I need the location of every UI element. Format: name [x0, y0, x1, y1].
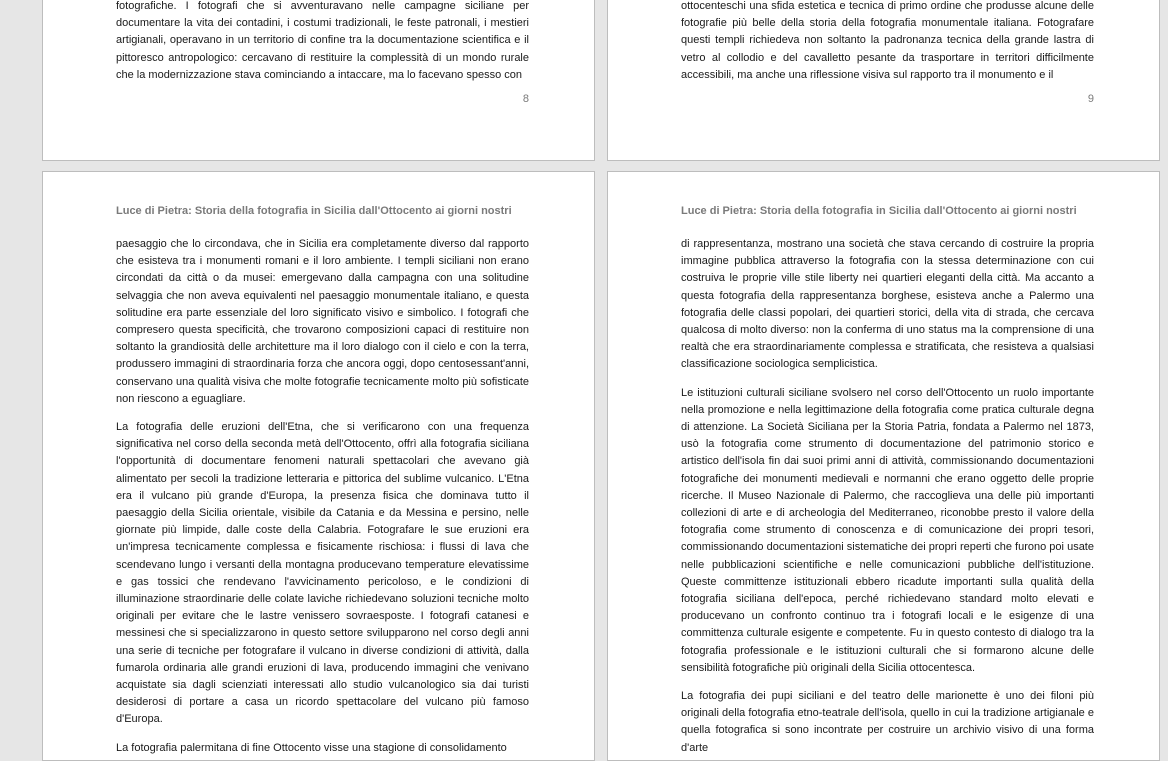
page-8-body	[116, 0, 529, 95]
paragraph: La fotografia delle eruzioni dell'Etna, che si verificarono con una frequenza significativa nel corso della seconda metà dell'Ottocento, offrì alla fotografia siciliana l'opportunità di documentare fenomeni naturali spettacolari che avevano già alimentato per secoli la tradizione letteraria e pittorica del sublime vulcanico. L'Etna era il vulcano più grande d'Europa, la presenza fisica che dominava tutto il paesaggio della Sicilia orientale, visibile da Catania e da Messina e persino, nelle giornate più limpide, dalle coste della Calabria. Fotografare le sue eruzioni era un'impresa tecnicamente complessa e fisicamente rischiosa: i flussi di lava che scendevano lungo i versanti della montagna producevano temperature elevatissime e gas tossici che rendevano l'avvicinamento pericoloso, e le condizioni di illuminazione straordinarie delle colate laviche richiedevano soluzioni tecniche molto originali per evitare che le lastre venissero sovraesposte. I fotografi catanesi e messinesi che si specializzarono in questo settore svilupparono nel corso degli anni una serie di tecniche per fotografare il vulcano in diverse condizioni di attività, dalla fumarola ordinaria alle grandi eruzioni di lava, producendo immagini che venivano acquistate sia dagli scienziati interessati allo studio vulcanologico sia dai turisti desiderosi di portare a casa un ricordo spettacolare del vulcano più famoso d'Europa.	[116, 421, 529, 726]
running-header: Luce di Pietra: Storia della fotografia in Sicilia dall'Ottocento ai giorni nostri	[116, 205, 512, 217]
page-11-body	[681, 236, 1094, 761]
document-page-11	[607, 171, 1160, 761]
page-number: 8	[522, 93, 529, 105]
paragraph: La fotografia palermitana di fine Ottocento visse una stagione di consolidamento	[116, 741, 507, 754]
document-page-9	[607, 0, 1160, 161]
paragraph: di rappresentanza, mostrano una società che stava cercando di costruire la propria immagine pubblica attraverso la fotografia con la stessa determinazione con cui costruiva le proprie ville stile liberty nei quartieri eleganti della città. Ma accanto a questa fotografia della rappresentanza borghese, esisteva anche a Palermo una fotografia delle classi popolari, dei quartieri storici, della vita di strada, che cercava qualcosa di molto diverso: non la conferma di uno status ma la comprensione di una realtà che era straordinariamente complessa e stratificata, che resisteva a qualsiasi classificazione sociologica semplicistica.	[681, 238, 1094, 371]
page-number: 9	[1087, 93, 1094, 105]
paragraph: ottocenteschi una sfida estetica e tecnica di primo ordine che produsse alcune delle fotografie più belle della storia della fotografia monumentale italiana. Fotografare questi templi richiedeva non soltanto la padronanza tecnica della grande lastra di vetro al collodio e del cavalletto pesante da trasportare in territori difficilmente accessibili, ma anche una riflessione visiva sul rapporto tra il monumento e il	[681, 0, 1094, 81]
document-page-8	[42, 0, 595, 161]
document-page-10	[42, 171, 595, 761]
paragraph: fotografiche. I fotografi che si avventuravano nelle campagne siciliane per documentare la vita dei contadini, i costumi tradizionali, le feste patronali, i mestieri artigianali, operavano in un territorio di confine tra la documentazione scientifica e il pittoresco antropologico: cercavano di restituire la complessità di un mondo rurale che la modernizzazione stava cominciando a intaccare, ma lo facevano spesso con	[116, 0, 529, 81]
page-10-body	[116, 236, 529, 761]
paragraph: paesaggio che lo circondava, che in Sicilia era completamente diverso dal rapporto che esisteva tra i monumenti romani e il loro ambiente. I templi siciliani non erano circondati da città o da musei: emergevano dalla campagna con una solitudine selvaggia che non aveva equivalenti nel paesaggio monumentale italiano, e questa solitudine era parte essenziale del loro significato visivo e simbolico. I fotografi che compresero questa specificità, che trovarono composizioni capaci di restituire non soltanto la grandiosità delle architetture ma il loro dialogo con il cielo e con la terra, produssero immagini di straordinaria forza che ancora oggi, dopo centosessant'anni, conservano una qualità visiva che molte fotografie tecnicamente molto più sofisticate non riescono a eguagliare.	[116, 238, 529, 405]
paragraph: Le istituzioni culturali siciliane svolsero nel corso dell'Ottocento un ruolo importante nella promozione e nella legittimazione della fotografia come pratica culturale degna di attenzione. La Società Siciliana per la Storia Patria, fondata a Palermo nel 1873, usò la fotografia come strumento di documentazione del patrimonio storico e artistico dell'isola fin dai suoi primi anni di attività, commissionando documentazioni fotografiche dei monumenti medievali e normanni che erano oggetto delle proprie ricerche. Il Museo Nazionale di Palermo, che raccoglieva una delle più importanti collezioni di arte e di archeologia del Mediterraneo, riconobbe presto il valore della fotografia come strumento di conoscenza e di comunicazione dei propri tesori, commissionando documentazioni sistematiche dei propri reperti che furono poi usate nelle pubblicazioni scientifiche e nelle comunicazioni pubbliche dell'istituzione. Queste committenze istituzionali ebbero ricadute importanti sulla qualità della fotografia siciliana dell'epoca, perché richiedevano standard molto elevati e producevano un confronto continuo tra i fotografi locali e le esigenze di una committenza culturale esigente e competente. Fu in questo contesto di dialogo tra la fotografia professionale e le istituzioni culturali che si formarono alcune delle sensibilità fotografiche più originali della Sicilia ottocentesca.	[681, 386, 1094, 674]
paragraph: La fotografia dei pupi siciliani e del teatro delle marionette è uno dei filoni più originali della fotografia etno-teatrale dell'isola, quello in cui la tradizione artigianale e quella fotografica si sono incontrate per costruire un archivio visivo di una forma d'arte	[681, 690, 1094, 754]
page-9-body	[681, 0, 1094, 95]
running-header: Luce di Pietra: Storia della fotografia in Sicilia dall'Ottocento ai giorni nostri	[681, 205, 1077, 217]
